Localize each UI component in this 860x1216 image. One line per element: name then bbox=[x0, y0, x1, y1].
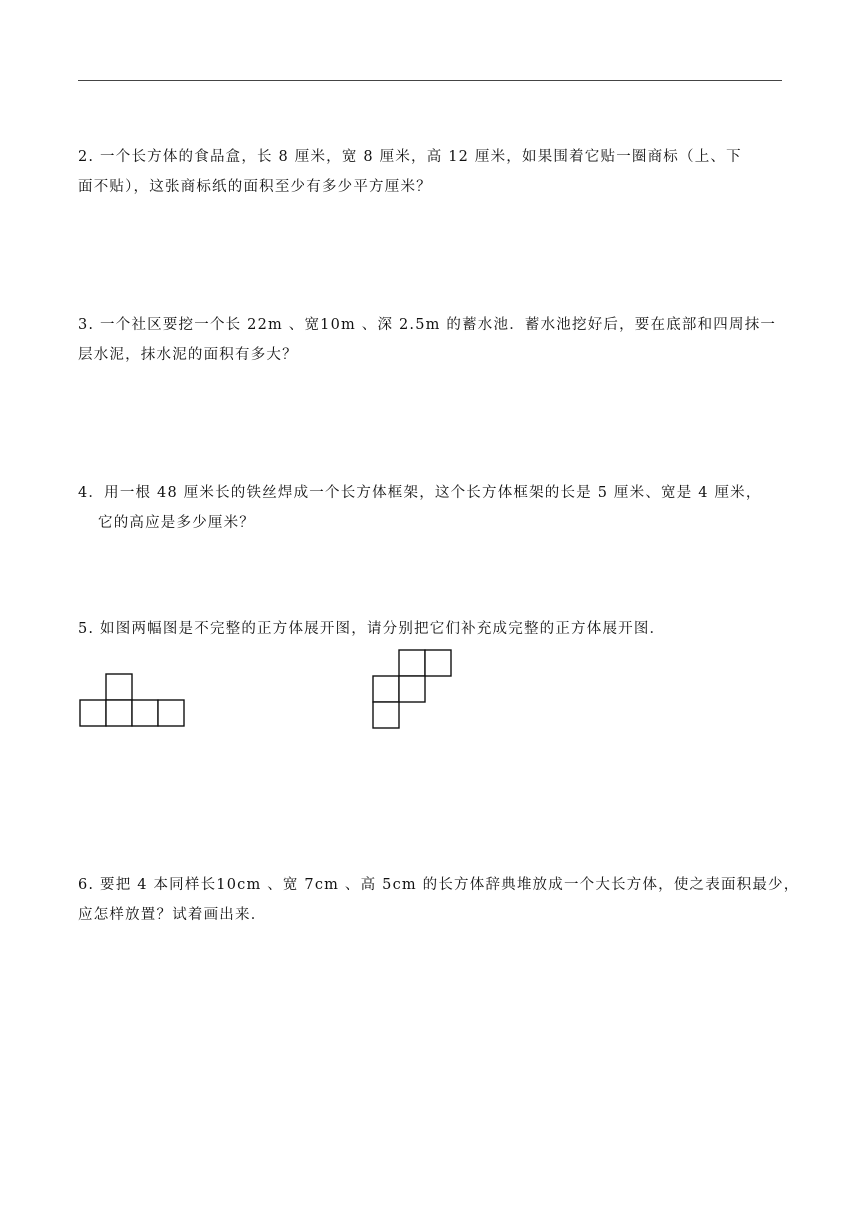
question-4 bbox=[78, 478, 782, 538]
question-2-line-2: 面不贴），这张商标纸的面积至少有多少平方厘米？ bbox=[78, 179, 432, 195]
right-net-square-3 bbox=[373, 676, 399, 702]
left-incomplete-cube-net-figure bbox=[78, 672, 188, 730]
question-6 bbox=[78, 870, 800, 930]
right-net-square-1 bbox=[399, 650, 425, 676]
question-2-line-1: 2. 一个长方体的食品盒，长 8 厘米，宽 8 厘米，高 12 厘米，如果围着它贴一圈商标（上、下 bbox=[78, 149, 742, 165]
right-net-square-2 bbox=[425, 650, 451, 676]
question-4-line-1: 4．用一根 48 厘米长的铁丝焊成一个长方体框架，这个长方体框架的长是 5 厘米、宽是 4 厘米， bbox=[78, 485, 762, 501]
left-net-square-2 bbox=[80, 700, 106, 726]
question-4-line-2: 它的高应是多少厘米？ bbox=[98, 515, 255, 531]
question-5 bbox=[78, 614, 782, 644]
right-incomplete-cube-net-figure bbox=[371, 648, 453, 734]
right-net-square-4 bbox=[399, 676, 425, 702]
left-net-square-3 bbox=[106, 700, 132, 726]
question-5-line-1: 5. 如图两幅图是不完整的正方体展开图，请分别把它们补充成完整的正方体展开图． bbox=[78, 621, 666, 637]
question-3-line-1: 3. 一个社区要挖一个长 22m 、宽10m 、深 2.5m 的蓄水池．蓄水池挖好后，要在底部和四周抹一 bbox=[78, 317, 777, 333]
question-6-line-2: 应怎样放置？试着画出来． bbox=[78, 907, 267, 923]
left-net-square-1 bbox=[106, 674, 132, 700]
left-net-square-4 bbox=[132, 700, 158, 726]
left-net-square-5 bbox=[158, 700, 184, 726]
right-net-square-5 bbox=[373, 702, 399, 728]
question-6-line-1: 6. 要把 4 本同样长10cm 、宽 7cm 、高 5cm 的长方体辞典堆放成一个大长方体，使之表面积最少， bbox=[78, 877, 800, 893]
header-rule bbox=[78, 80, 782, 81]
question-3 bbox=[78, 310, 782, 370]
question-3-line-2: 层水泥，抹水泥的面积有多大？ bbox=[78, 347, 298, 363]
question-2 bbox=[78, 142, 782, 202]
